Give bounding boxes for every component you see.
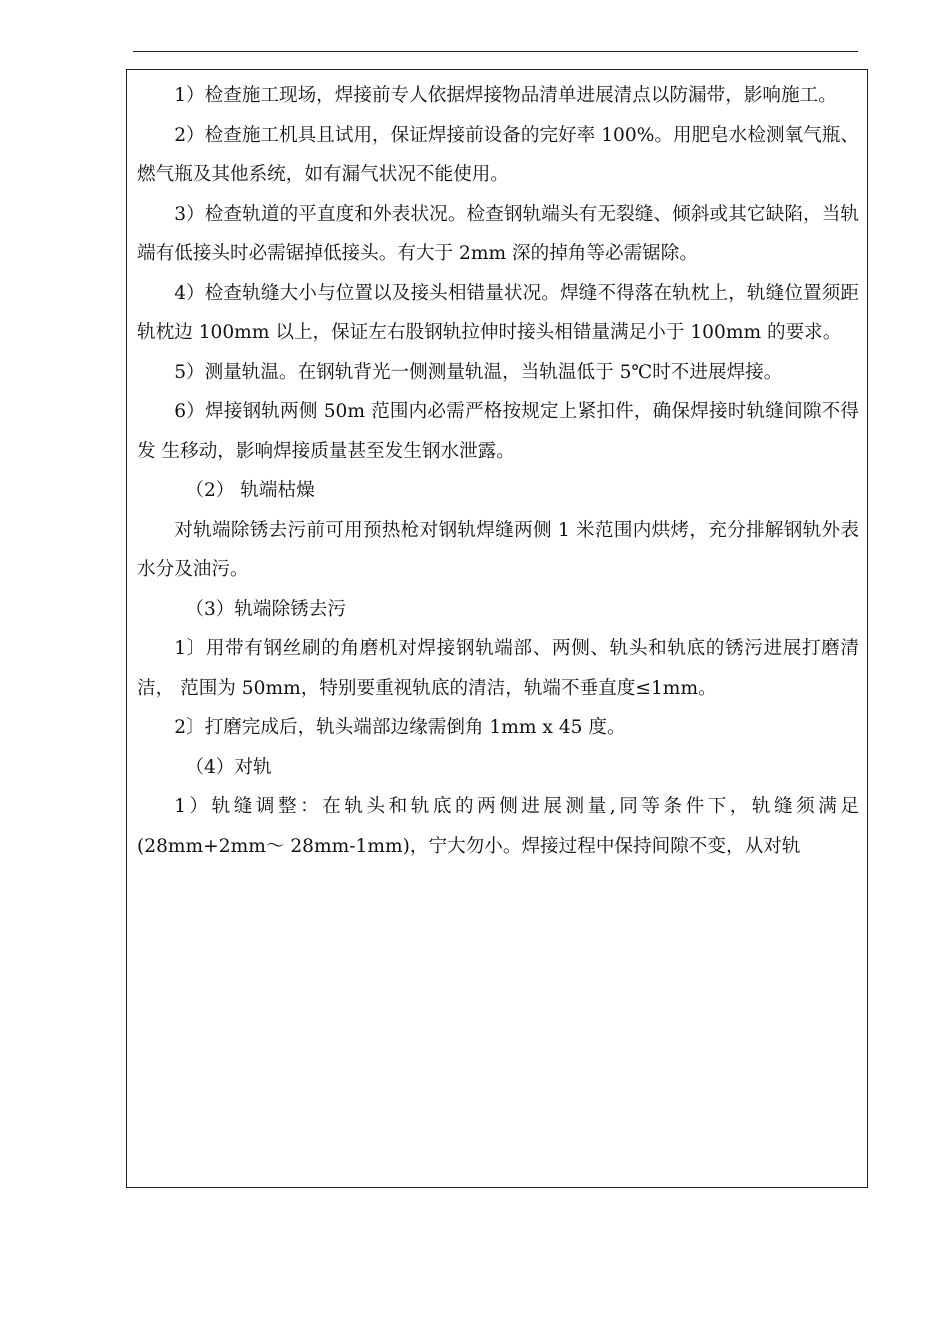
- paragraph-check-tools: 2）检查施工机具且试用，保证焊接前设备的完好率 100%。用肥皂水检测氧气瓶、燃气瓶及其他系统，如有漏气状况不能使用。: [137, 124, 859, 185]
- section-heading-rust-removal: （3）轨端除锈去污: [185, 598, 346, 620]
- paragraph-grinding: 1〕用带有钢丝刷的角磨机对焊接钢轨端部、两侧、轨头和轨底的锈污进展打磨清洁， 范围为 50mm，特别要重视轨底的清洁，轨端不垂直度≤1mm。: [137, 638, 859, 699]
- document-body: [137, 76, 859, 866]
- paragraph-check-gap: 4）检查轨缝大小与位置以及接头相错量状况。焊缝不得落在轨枕上，轨缝位置须距轨枕边 100mm 以上，保证左右股钢轨拉伸时接头相错量满足小于 100mm 的要求。: [137, 282, 859, 343]
- paragraph-fasteners: 6）焊接钢轨两侧 50m 范围内必需严格按规定上紧扣件，确保焊接时轨缝间隙不得发 生移动，影响焊接质量甚至发生钢水泄露。: [137, 401, 859, 462]
- paragraph-gap-adjustment: 1）轨缝调整：在轨头和轨底的两侧进展测量,同等条件下，轨缝须满足(28mm+2mm～ 28mm-1mm)，宁大勿小。焊接过程中保持间隙不变，从对轨: [137, 796, 859, 857]
- paragraph-drying: 对轨端除锈去污前可用预热枪对钢轨焊缝两侧 1 米范围内烘烤，充分排解钢轨外表水分及油污。: [137, 519, 859, 580]
- section-heading-alignment: （4）对轨: [185, 756, 272, 778]
- section-heading-drying: （2） 轨端枯燥: [185, 480, 315, 501]
- paragraph-chamfer: 2〕打磨完成后，轨头端部边缘需倒角 1mm x 45 度。: [174, 717, 626, 738]
- header-rule: [133, 51, 858, 52]
- paragraph-rail-temperature: 5）测量轨温。在钢轨背光一侧测量轨温，当轨温低于 5℃时不进展焊接。: [174, 361, 783, 383]
- paragraph-check-track: 3）检查轨道的平直度和外表状况。检查钢轨端头有无裂缝、倾斜或其它缺陷，当轨端有低接头时必需锯掉低接头。有大于 2mm 深的掉角等必需锯除。: [137, 203, 859, 264]
- paragraph-check-site: 1）检查施工现场，焊接前专人依据焊接物品清单进展清点以防漏带，影响施工。: [174, 85, 837, 106]
